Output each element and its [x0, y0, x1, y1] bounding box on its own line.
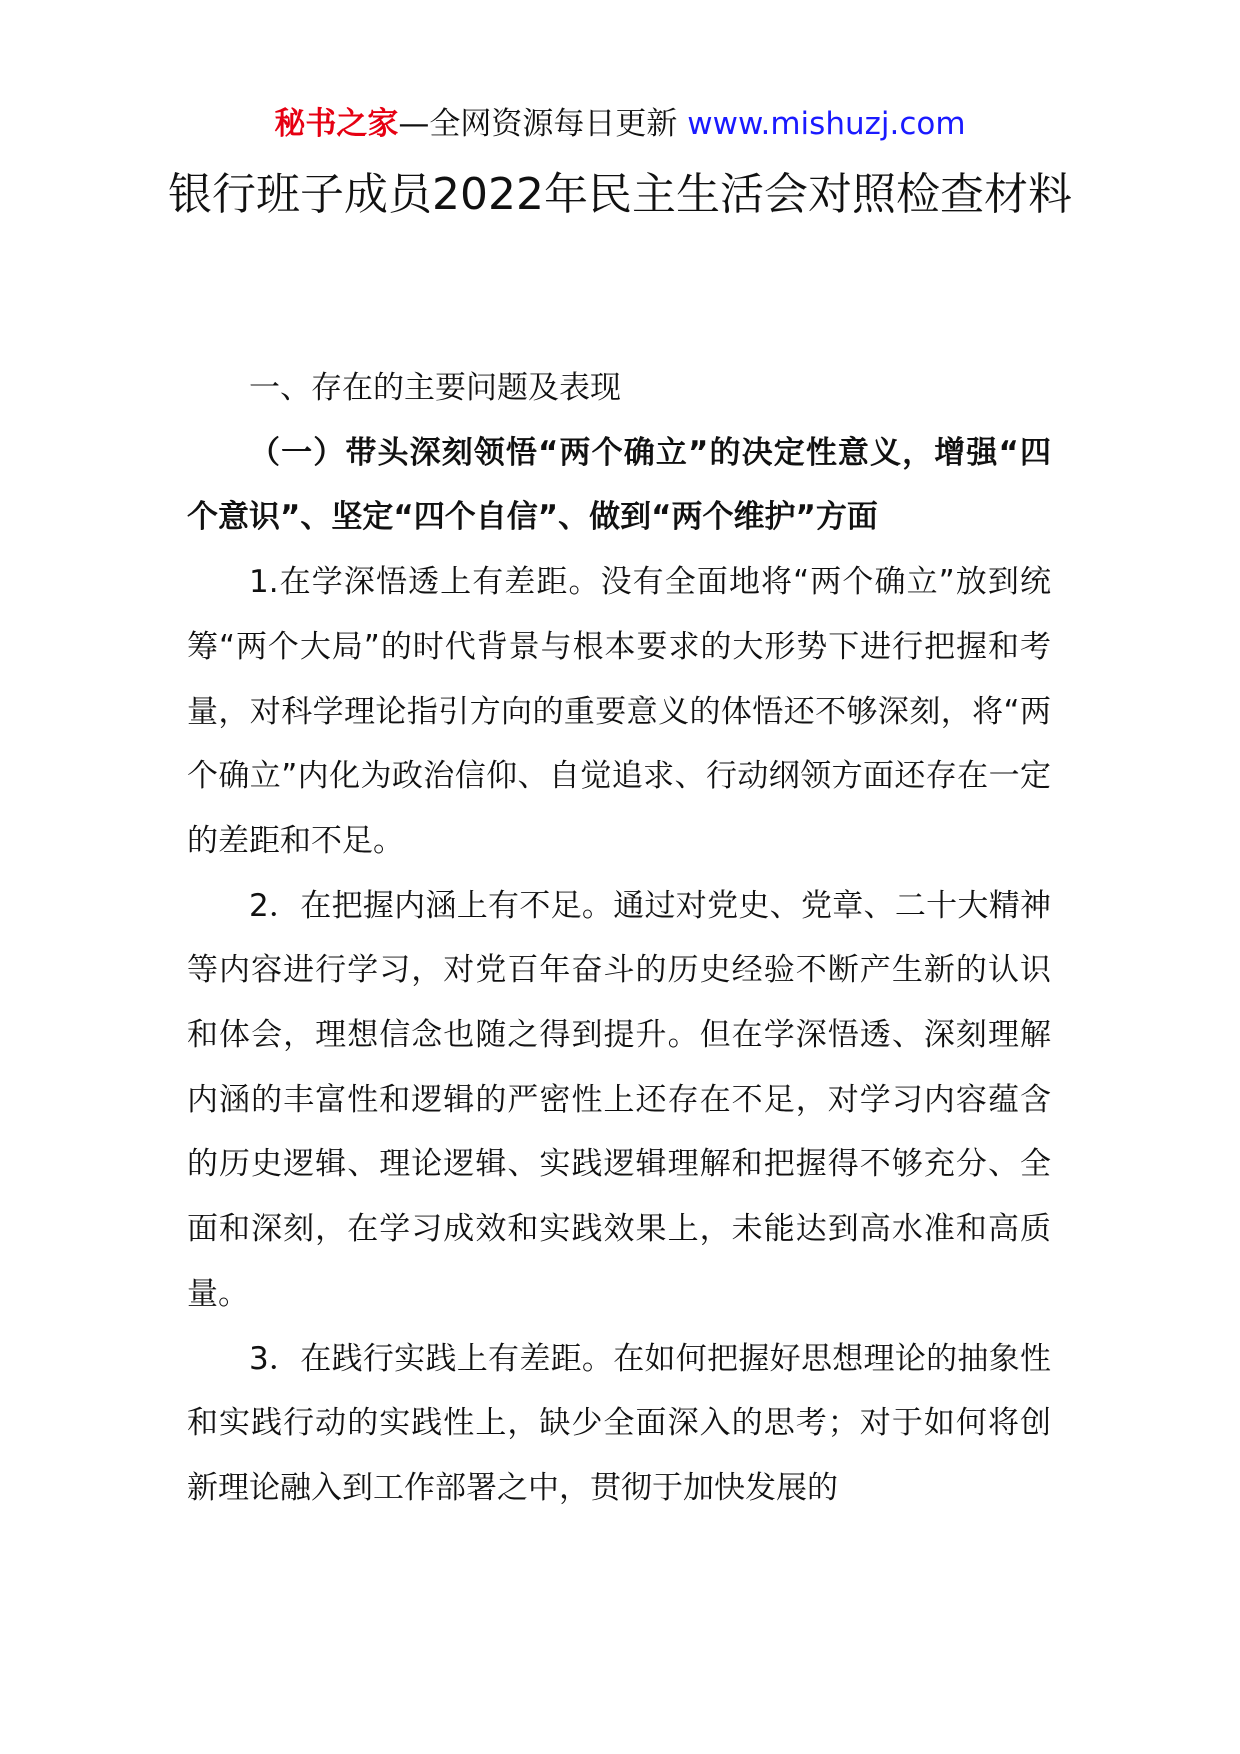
- section-heading: 一、存在的主要问题及表现: [249, 370, 621, 406]
- document-title: 银行班子成员2022年民主生活会对照检查材料: [168, 169, 1072, 220]
- paragraph-1: 1.在学深悟透上有差距。没有全面地将“两个确立”放到统筹“两个大局”的时代背景与根本要求的大形势下进行把握和考量，对科学理论指引方向的重要意义的体悟还不够深刻，将“两个确立”内化为政治信仰、自觉追求、行动纲领方面还存在一定的差距和不足。: [187, 564, 1051, 859]
- paragraph-2: 2．在把握内涵上有不足。通过对党史、党章、二十大精神等内容进行学习，对党百年奋斗的历史经验不断产生新的认识和体会，理想信念也随之得到提升。但在学深悟透、深刻理解内涵的丰富性和逻辑的严密性上还存在不足，对学习内容蕴含的历史逻辑、理论逻辑、实践逻辑理解和把握得不够充分、全面和深刻，在学习成效和实践效果上，未能达到高水准和高质量。: [187, 887, 1051, 1312]
- brand-name: 秘书之家: [274, 106, 399, 142]
- paragraph-3: 3．在践行实践上有差距。在如何把握好思想理论的抽象性和实践行动的实践性上，缺少全面深入的思考；对于如何将创新理论融入到工作部署之中，贯彻于加快发展的: [187, 1340, 1051, 1506]
- subsection-heading: （一）带头深刻领悟“两个确立”的决定性意义，增强“四个意识”、坚定“四个自信”、做到“两个维护”方面: [187, 434, 1051, 536]
- document-body: [187, 356, 1051, 1521]
- site-watermark: [0, 102, 1240, 146]
- brand-tagline: —全网资源每日更新: [398, 106, 688, 142]
- site-url[interactable]: www.mishuzj.com: [687, 106, 966, 142]
